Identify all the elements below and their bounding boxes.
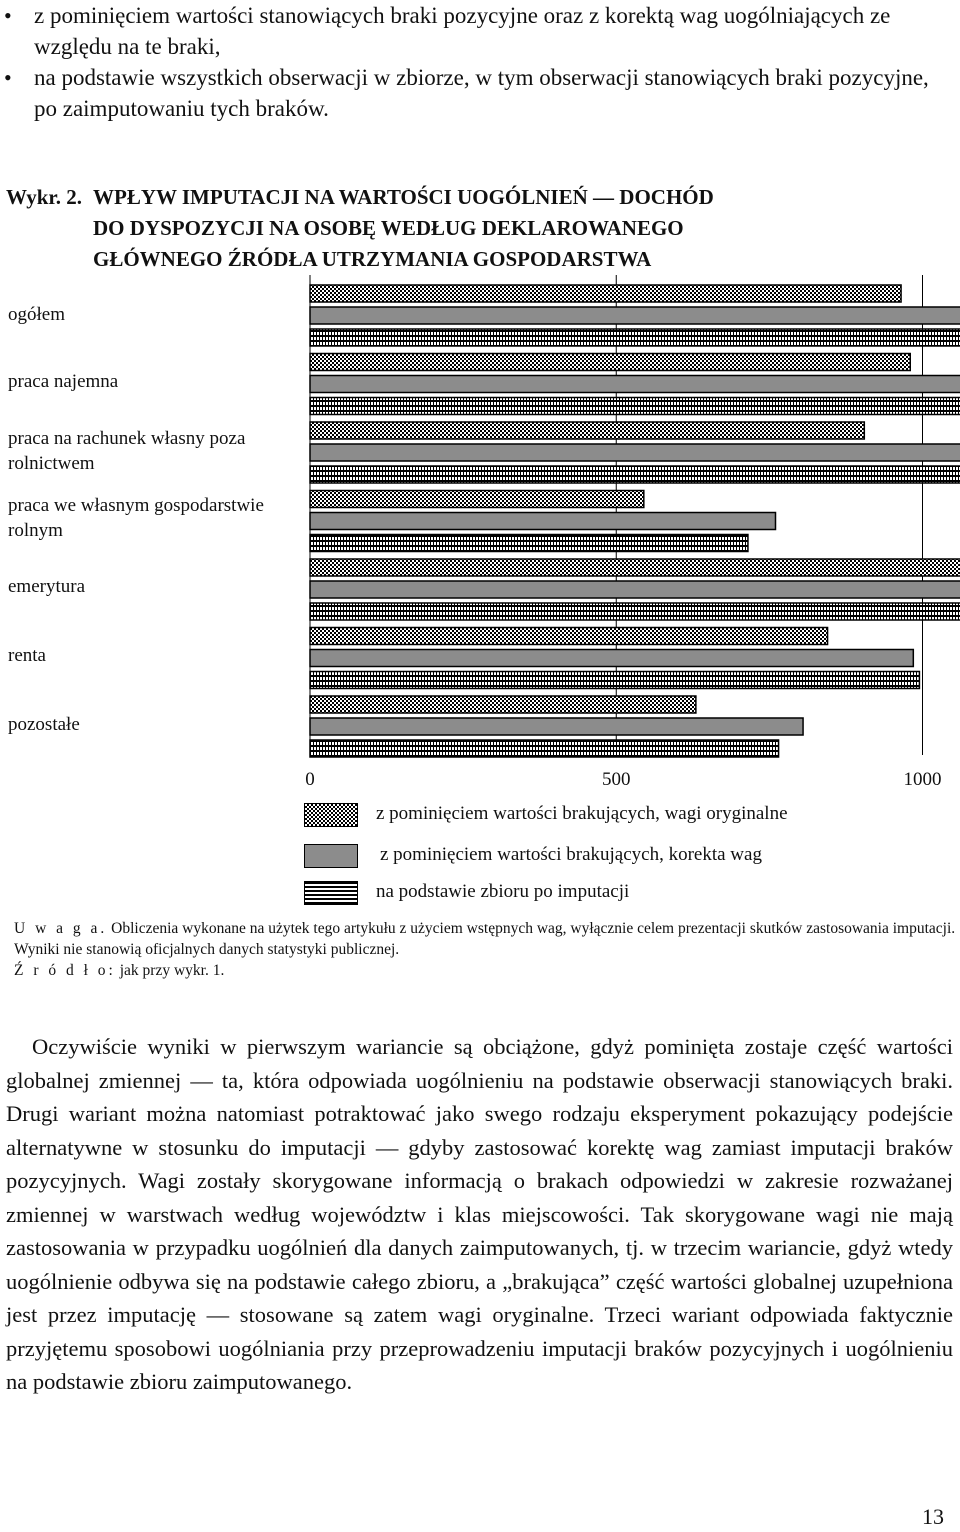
legend-label: na podstawie zbioru po imputacji: [376, 881, 630, 902]
category-label: ogółem: [8, 304, 65, 325]
note-text: Obliczenia wykonane na użytek tego artykułu z użyciem wstępnych wag, wyłącznie celem prezentacji skutków zastosowania imputacji. Wyniki nie stanowią oficjalnych danych statystyki publicznej.: [14, 920, 956, 958]
bar-dotted-1: [310, 354, 910, 371]
figure-title-line: GŁÓWNEGO ŹRÓDŁA UTRZYMANIA GOSPODARSTWA: [93, 247, 652, 271]
bar-chart: [0, 270, 960, 800]
body-paragraph: [6, 1030, 953, 1399]
bar-solid-gray-1: [310, 376, 960, 393]
bar-solid-gray-0: [310, 307, 960, 324]
bar-solid-gray-2: [310, 444, 960, 461]
legend-label: z pominięciem wartości brakujących, korekta wag: [380, 844, 762, 865]
page-number: 13: [922, 1504, 944, 1529]
category-label: praca we własnym gospodarstwie rolnym: [8, 495, 264, 541]
bar-striped-4: [310, 603, 960, 620]
category-label: praca najemna: [8, 371, 119, 392]
bar-striped-0: [310, 329, 960, 346]
figure-title-line: WPŁYW IMPUTACJI NA WARTOŚCI UOGÓLNIEŃ — DOCHÓD: [93, 185, 714, 209]
legend-swatch-solid: [304, 844, 358, 868]
category-label: emerytura: [8, 576, 86, 597]
figure-note: [14, 918, 960, 981]
bar-striped-1: [310, 398, 960, 415]
category-label: renta: [8, 645, 46, 666]
bar-solid-gray-6: [310, 718, 803, 735]
bar-dotted-2: [310, 422, 864, 439]
figure-label: Wykr. 2.: [6, 185, 83, 209]
bar-dotted-3: [310, 491, 644, 508]
bar-dotted-6: [310, 696, 696, 713]
bar-striped-5: [310, 672, 919, 689]
x-tick-label: 500: [602, 769, 631, 790]
figure-title-line: DO DYSPOZYCJI NA OSOBĘ WEDŁUG DEKLAROWANEGO: [93, 216, 684, 240]
bar-striped-3: [310, 535, 748, 552]
bar-dotted-4: [310, 559, 960, 576]
bar-solid-gray-3: [310, 513, 776, 530]
bar-striped-2: [310, 466, 960, 483]
category-label: pozostałe: [8, 714, 80, 735]
source-label: Ź r ó d ł o:: [14, 962, 116, 979]
bar-dotted-0: [310, 285, 901, 302]
legend-swatch-dotted: [304, 803, 358, 827]
source-text: jak przy wykr. 1.: [119, 962, 225, 979]
x-tick-label: 1000: [903, 769, 942, 790]
bullet-item: • z pominięciem wartości stanowiących braki pozycyjne oraz z korektą wag uogólniających ze względu na te braki,: [34, 0, 954, 62]
bar-striped-6: [310, 740, 779, 757]
legend-label: z pominięciem wartości brakujących, wagi oryginalne: [376, 803, 788, 824]
x-tick-label: 0: [305, 769, 315, 790]
category-label: praca na rachunek własny poza rolnictwem: [8, 428, 246, 474]
bullet-item: • na podstawie wszystkich obserwacji w zbiorze, w tym obserwacji stanowiących braki pozycyjne, po zaimputowaniu tych braków.: [34, 62, 954, 124]
legend-swatch-striped: [304, 881, 358, 905]
bar-dotted-5: [310, 628, 828, 645]
paragraph-text: Oczywiście wyniki w pierwszym wariancie są obciążone, gdyż pominięta zostaje część wartości globalnej zmiennej — ta, która odpowiada uogólnieniu na podstawie obserwacji stanowiących braki. Drugi wariant można natomiast potraktować jako swego rodzaju eksperyment pokazujący podejście alternatywne w stosunku do imputacji — gdyby zastosować korektę wag zamiast imputacji braków pozycyjnych. Wagi zostały skorygowane informacją o brakach odpowiedzi w zakresie rozważanej zmiennej w warstwach według województw i klas miejscowości. Tak skorygowane wagi nie mają zastosowania w przypadku uogólnień dla danych zaimputowanych, tj. w trzecim wariancie, gdyż wtedy uogólnienie odbywa się na podstawie całego zbioru, a „brakująca” część wartości globalnej uzupełniona jest przez imputację — stosowane są zatem wagi oryginalne. Trzeci wariant odpowiada faktycznie przyjętemu sposobowi uogólniania przy przeprowadzeniu imputacji braków pozycyjnych i uogólnieniu na podstawie zbioru zaimputowanego.: [6, 1034, 953, 1394]
bar-solid-gray-5: [310, 650, 913, 667]
note-label: U w a g a.: [14, 920, 108, 937]
bar-solid-gray-4: [310, 581, 960, 598]
